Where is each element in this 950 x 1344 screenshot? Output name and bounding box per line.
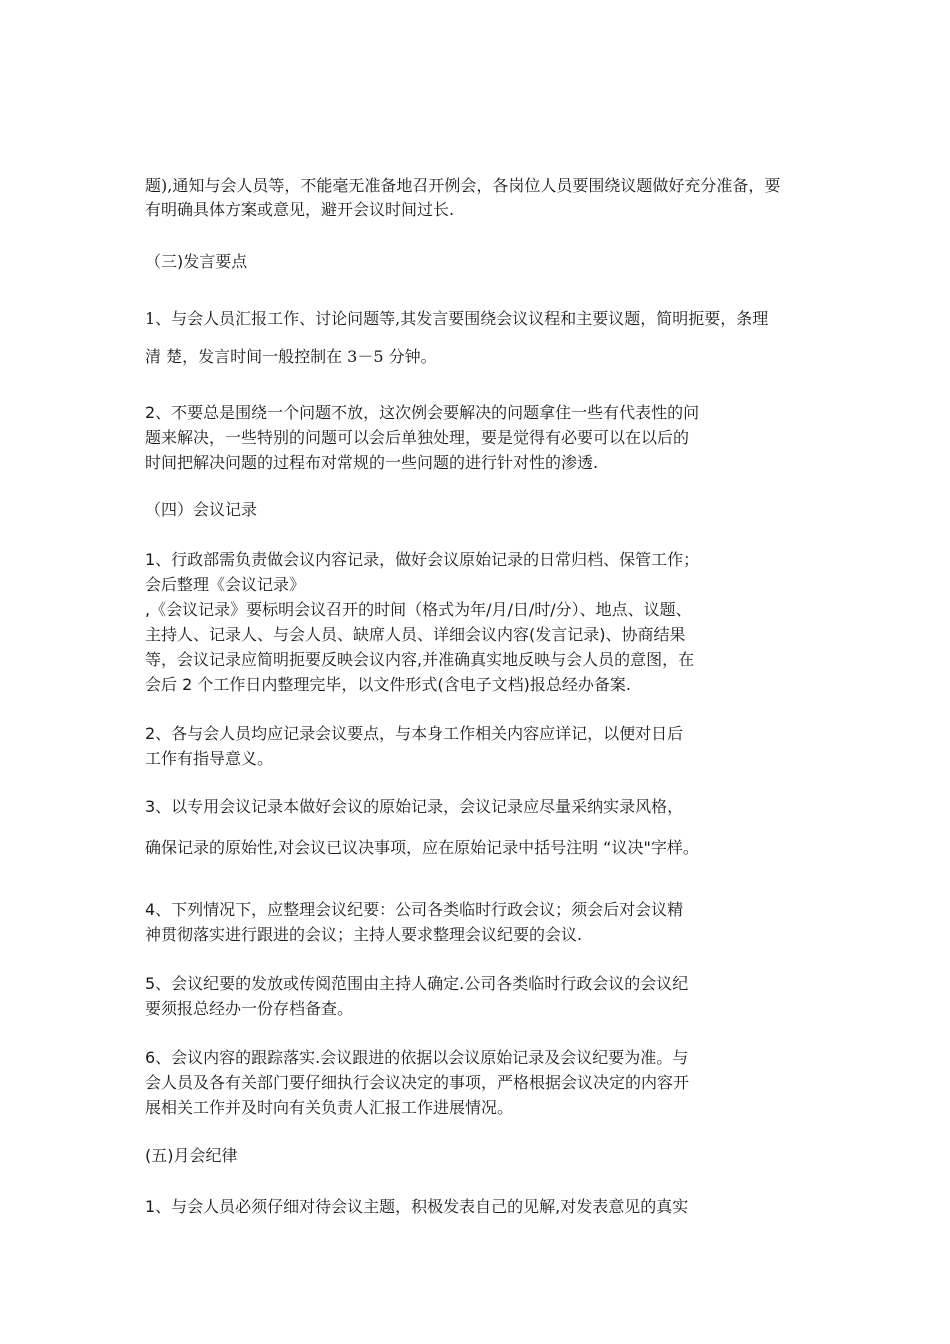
heading-text: (五)月会纪律 — [145, 1146, 238, 1165]
text-line: 主持人、记录人、与会人员、缺席人员、详细会议内容(发言记录)、协商结果 — [145, 625, 686, 644]
text-line: 4、下列情况下，应整理会议纪要：公司各类临时行政会议；须会后对会议精 — [145, 900, 684, 919]
text-line: 3、以专用会议记录本做好会议的原始记录，会议记录应尽量采纳实录风格， — [145, 797, 684, 816]
text-line: 会后整理《会议记录》 — [145, 575, 306, 594]
text-line: 时间把解决问题的过程布对常规的一些问题的进行针对性的渗透. — [145, 453, 599, 472]
text-line: 展相关工作并及时向有关负责人汇报工作进展情况。 — [145, 1098, 514, 1117]
text-line: 1、与会人员汇报工作、讨论问题等,其发言要围绕会议议程和主要议题，简明扼要，条理 — [145, 309, 769, 328]
section-heading-minutes — [145, 498, 815, 522]
text-line: 2、不要总是围绕一个问题不放，这次例会要解决的问题拿住一些有代表性的问 — [145, 403, 700, 422]
minutes-item-4 — [145, 897, 815, 947]
heading-text: （四）会议记录 — [145, 500, 258, 519]
minutes-item-1 — [145, 547, 815, 697]
section-heading-discipline — [145, 1144, 815, 1168]
speaking-point-1 — [145, 300, 815, 376]
section-heading-speaking-points — [145, 250, 815, 274]
discipline-item-1 — [145, 1195, 815, 1219]
text-line: 要须报总经办一份存档备查。 — [145, 999, 354, 1018]
text-line: 题来解决，一些特别的问题可以会后单独处理，要是觉得有必要可以在以后的 — [145, 428, 690, 447]
text-line: 1、与会人员必须仔细对待会议主题，积极发表自己的见解,对发表意见的真实 — [145, 1197, 689, 1216]
intro-continuation-paragraph — [145, 174, 815, 222]
text-line: 清 楚，发言时间一般控制在 3－5 分钟。 — [145, 347, 437, 366]
text-line: 等，会议记录应简明扼要反映会议内容,并准确真实地反映与会人员的意图，在 — [145, 650, 695, 669]
text-line: 神贯彻落实进行跟进的会议；主持人要求整理会议纪要的会议. — [145, 925, 583, 944]
text-line: 1、行政部需负责做会议内容记录，做好会议原始记录的日常归档、保管工作； — [145, 550, 700, 569]
text-line: ,《会议记录》要标明会议召开的时间（格式为年/月/日/时/分）、地点、议题、 — [145, 600, 692, 619]
minutes-item-6 — [145, 1045, 815, 1120]
heading-text: （三)发言要点 — [145, 252, 248, 271]
minutes-item-5 — [145, 971, 815, 1021]
text-line: 5、会议纪要的发放或传阅范围由主持人确定.公司各类临时行政会议的会议纪 — [145, 974, 689, 993]
text-line: 6、会议内容的跟踪落实.会议跟进的依据以会议原始记录及会议纪要为准。与 — [145, 1048, 689, 1067]
minutes-item-2 — [145, 721, 815, 771]
text-line: 确保记录的原始性,对会议已议决事项，应在原始记录中括号注明 “议决"字样。 — [145, 838, 699, 857]
minutes-item-3-part-b — [145, 836, 815, 860]
text-line: 会后 2 个工作日内整理完毕，以文件形式(含电子文档)报总经办备案. — [145, 675, 631, 694]
speaking-point-2 — [145, 400, 815, 475]
text-line: 会人员及各有关部门要仔细执行会议决定的事项，严格根据会议决定的内容开 — [145, 1073, 690, 1092]
text-line: 题),通知与会人员等，不能毫无准备地召开例会，各岗位人员要围绕议题做好充分准备，要 — [145, 176, 781, 195]
text-line: 有明确具体方案或意见，避开会议时间过长. — [145, 200, 455, 219]
text-line: 2、各与会人员均应记录会议要点，与本身工作相关内容应详记，以便对日后 — [145, 724, 684, 743]
text-line: 工作有指导意义。 — [145, 749, 274, 768]
minutes-item-3-part-a — [145, 795, 815, 819]
